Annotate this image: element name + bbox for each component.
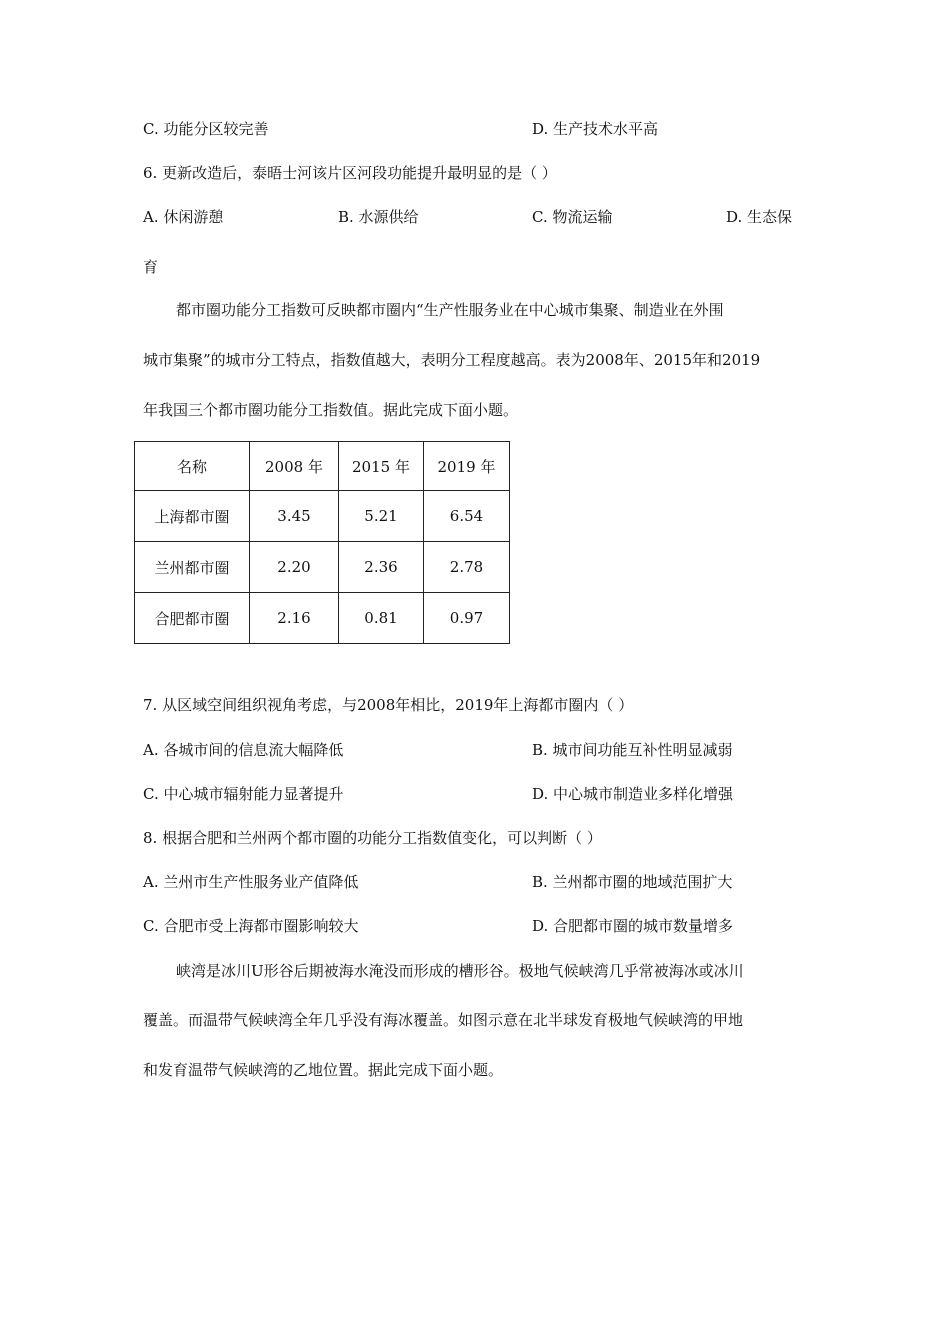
q7-option-c: C. 中心城市辐射能力显著提升 bbox=[143, 785, 344, 803]
passage2-line1: 峡湾是冰川U形谷后期被海水淹没而形成的槽形谷。极地气候峡湾几乎常被海冰或冰川 bbox=[176, 962, 744, 980]
function-index-table bbox=[134, 441, 510, 644]
q7-stem: 7. 从区域空间组织视角考虑，与2008年相比，2019年上海都市圈内（ ） bbox=[143, 696, 634, 714]
table-cell: 2.36 bbox=[339, 542, 424, 593]
table-row bbox=[135, 491, 510, 542]
q8-option-d: D. 合肥都市圈的城市数量增多 bbox=[532, 917, 734, 935]
q6-stem: 6. 更新改造后，泰晤士河该片区河段功能提升最明显的是（ ） bbox=[143, 164, 557, 182]
table-cell: 2.78 bbox=[424, 542, 510, 593]
passage1-line1: 都市圈功能分工指数可反映都市圈内“生产性服务业在中心城市集聚、制造业在外围 bbox=[176, 301, 724, 319]
q6-option-a: A. 休闲游憩 bbox=[143, 208, 224, 226]
table-cell: 5.21 bbox=[339, 491, 424, 542]
table-cell: 合肥都市圈 bbox=[135, 593, 250, 644]
passage1-line2: 城市集聚”的城市分工特点，指数值越大，表明分工程度越高。表为2008年、2015年和2019 bbox=[143, 351, 761, 369]
table-cell: 兰州都市圈 bbox=[135, 542, 250, 593]
table-header-cell: 2015 年 bbox=[339, 442, 424, 491]
table-cell: 上海都市圈 bbox=[135, 491, 250, 542]
table-cell: 0.81 bbox=[339, 593, 424, 644]
passage2-line3: 和发育温带气候峡湾的乙地位置。据此完成下面小题。 bbox=[143, 1061, 504, 1079]
table-cell: 2.16 bbox=[250, 593, 339, 644]
table-header-cell: 名称 bbox=[135, 442, 250, 491]
q7-option-b: B. 城市间功能互补性明显减弱 bbox=[532, 741, 733, 759]
table-cell: 2.20 bbox=[250, 542, 339, 593]
q8-option-a: A. 兰州市生产性服务业产值降低 bbox=[143, 873, 359, 891]
q6-option-d: D. 生态保 bbox=[726, 208, 793, 226]
q6-option-c: C. 物流运输 bbox=[532, 208, 613, 226]
table-cell: 3.45 bbox=[250, 491, 339, 542]
table-cell: 6.54 bbox=[424, 491, 510, 542]
q7-option-d: D. 中心城市制造业多样化增强 bbox=[532, 785, 734, 803]
q5-option-c: C. 功能分区较完善 bbox=[143, 120, 269, 138]
q8-option-c: C. 合肥市受上海都市圈影响较大 bbox=[143, 917, 359, 935]
q7-option-a: A. 各城市间的信息流大幅降低 bbox=[143, 741, 344, 759]
table-cell: 0.97 bbox=[424, 593, 510, 644]
q5-option-d: D. 生产技术水平高 bbox=[532, 120, 659, 138]
q8-stem: 8. 根据合肥和兰州两个都市圈的功能分工指数值变化，可以判断（ ） bbox=[143, 829, 602, 847]
table-header-cell: 2008 年 bbox=[250, 442, 339, 491]
table-header-row bbox=[135, 442, 510, 491]
q8-option-b: B. 兰州都市圈的地域范围扩大 bbox=[532, 873, 733, 891]
table-header-cell: 2019 年 bbox=[424, 442, 510, 491]
table-row bbox=[135, 593, 510, 644]
q6-option-d-wrap: 育 bbox=[143, 258, 159, 276]
passage1-line3: 年我国三个都市圈功能分工指数值。据此完成下面小题。 bbox=[143, 401, 519, 419]
table-row bbox=[135, 542, 510, 593]
q6-option-b: B. 水源供给 bbox=[338, 208, 419, 226]
passage2-line2: 覆盖。而温带气候峡湾全年几乎没有海冰覆盖。如图示意在北半球发育极地气候峡湾的甲地 bbox=[143, 1011, 744, 1029]
